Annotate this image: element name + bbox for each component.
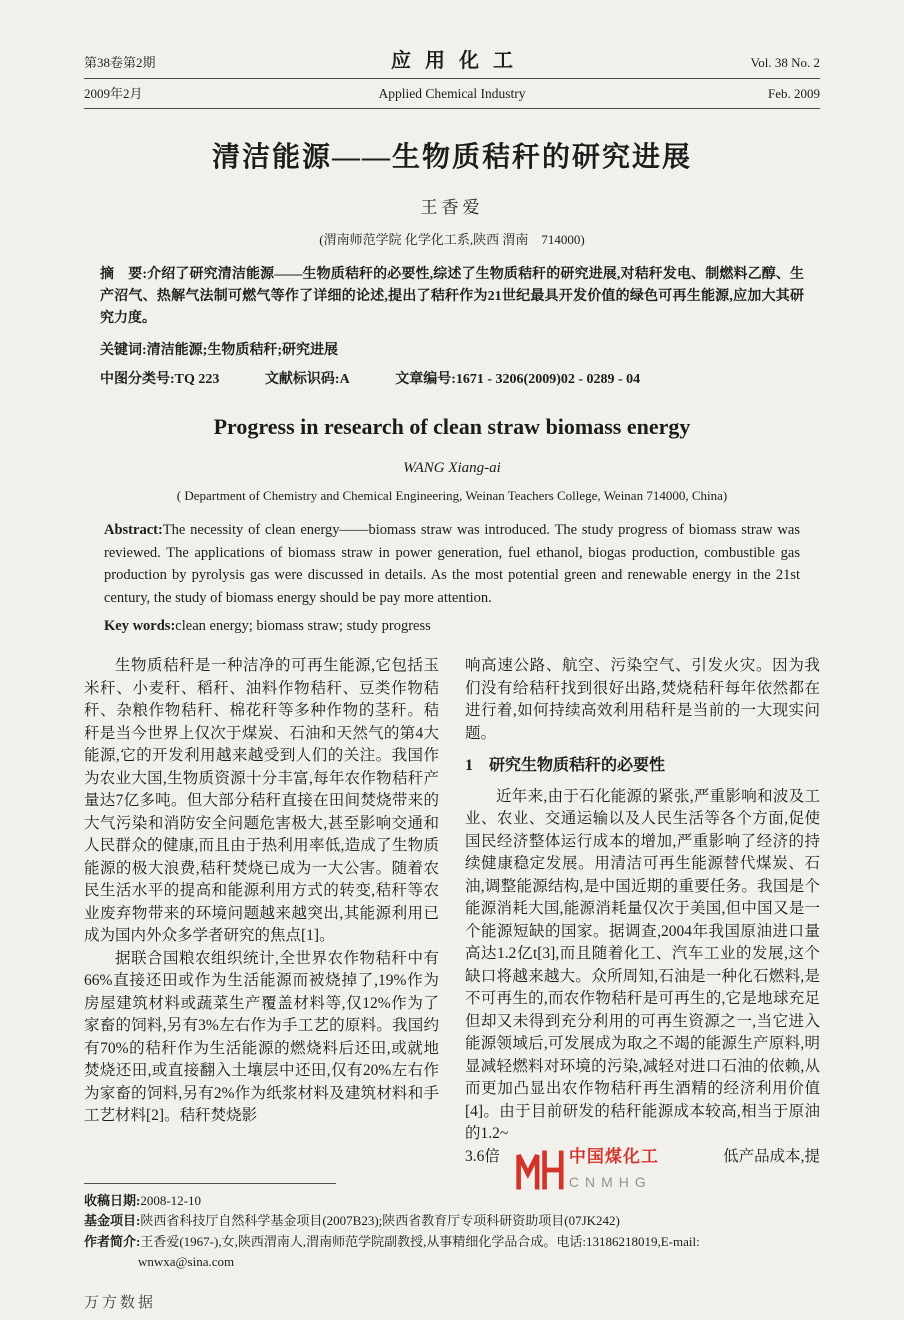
journal-header	[84, 44, 820, 109]
clc-number: 中图分类号:TQ 223	[100, 372, 220, 387]
abstract-en	[84, 519, 820, 609]
affiliation-cn: (渭南师范学院 化学化工系,陕西 渭南 714000)	[319, 232, 585, 247]
document-code: 文献标识码:A	[264, 372, 350, 387]
body-last-line	[465, 1146, 820, 1190]
header-row-1	[84, 44, 820, 79]
body-paragraph: 响高速公路、航空、污染空气、引发火灾。因为我们没有给秸秆找到很好出路,焚烧秸秆每年依然都在进行着,如何持续高效利用秸秆是当前的一大现实问题。	[465, 657, 820, 742]
article-title-en: Progress in research of clean straw biomass energy	[213, 414, 691, 439]
author-name-cn: 王香爱	[420, 198, 484, 217]
cnmhg-logo-icon	[514, 1148, 564, 1192]
abstract-text-en: The necessity of clean energy——biomass straw was introduced. The study progress of biomass straw was reviewed. The applications of biomass straw in power generation, fuel ethanol, biogas production, combustible gas production by pyrolysis gas were discussed in details. As the most potential green and renewable energy in the 21st century, the study of biomass energy should be pay more attention.	[104, 522, 800, 606]
article-body	[84, 655, 820, 1190]
keywords-text-en: clean energy; biomass straw; study progress	[175, 618, 431, 634]
watermark-text	[569, 1146, 659, 1193]
header-row-2	[84, 79, 820, 109]
chinese-meta-block	[84, 264, 820, 388]
journal-title-en: Applied Chemical Industry	[378, 86, 526, 101]
body-paragraph: 近年来,由于石化能源的紧张,严重影响和波及工业、农业、交通运输以及人民生活等各个方面,促使国民经济整体运行成本的增加,严重影响了经济的持续健康稳定发展。用清洁可再生能源替代煤炭、石油,调整能源结构,是中国近期的重要任务。我国是个能源消耗大国,能源消耗量仅次于美国,但中国又是一个能源短缺的国家。据调查,2004年我国原油进口量高达1.2亿t[3],而且随着化工、汽车工业的发展,这个缺口将越来越大。众所周知,石油是一种化石燃料,是不可再生的,而农作物秸秆是可再生的,它是地球充足但却又未得到充分利用的可再生资源之一,当它进入能源领域后,可发展成为取之不竭的能源生产原料,明显减轻燃料对环境的污染,减轻对进口石油的依赖,从而更加凸显出农作物秸秆再生酒精的经济利用价值[4]。由于目前研发的秸秆能源成本较高,相当于原油的1.2~	[465, 787, 820, 1142]
last-line-end: 低产品成本,提	[723, 1147, 820, 1165]
article-title-cn: 清洁能源——生物质秸秆的研究进展	[211, 142, 692, 173]
keywords-label-cn: 关键词:	[100, 343, 147, 358]
volume-issue-cn: 第38卷第2期	[84, 55, 156, 70]
watermark-brand-en: CNMHG	[568, 1173, 652, 1190]
keywords-label-en: Key words:	[104, 618, 176, 634]
affiliation-en: ( Department of Chemistry and Chemical Engineering, Weinan Teachers College, Weinan 714000, China)	[176, 488, 728, 503]
journal-title-cn: 应用化工	[391, 50, 527, 72]
section-1-heading: 1 研究生物质秸秆的必要性	[465, 757, 666, 774]
footnote-block	[84, 1191, 820, 1273]
watermark-anchor	[500, 1146, 723, 1190]
cnmhg-watermark	[514, 1141, 694, 1199]
classification-line	[100, 368, 804, 388]
last-line-start: 3.6倍	[465, 1147, 500, 1165]
left-column	[84, 655, 439, 1169]
body-paragraph: 生物质秸秆是一种洁净的可再生能源,它包括玉米秆、小麦秆、稻秆、油料作物秸秆、豆类作物秸秆、杂粮作物秸秆、棉花秆等多种作物的茎秆。秸秆是当今世界上仅次于煤炭、石油和天然气的第4大能源,它的开发利用越来越受到人们的关注。我国作为农业大国,生物质资源十分丰富,每年农作物秸秆产量达7亿多吨。但大部分秸秆直接在田间焚烧带来的大气污染和消防安全问题危害极大,甚至影响交通和人民群众的健康,而且由于热利用率低,造成了生物质能源的极大浪费,秸秆焚烧已成为一大公害。随着农民生活水平的提高和能源利用方式的转变,秸秆等农业废弃物带来的环境问题越来越突出,其能源利用已成为国内外众多学者研究的焦点[1]。	[84, 657, 439, 944]
abstract-label-cn: 摘 要:	[100, 267, 148, 282]
keywords-en	[84, 618, 820, 635]
abstract-label-en: Abstract:	[104, 522, 163, 538]
issue-date-en: Feb. 2009	[768, 86, 820, 101]
received-date-line: 收稿日期:2008-12-10	[84, 1192, 202, 1208]
keywords-text-cn: 清洁能源;生物质秸秆;研究进展	[146, 343, 338, 358]
abstract-text-cn: 介绍了研究清洁能源——生物质秸秆的必要性,综述了生物质秸秆的研究进展,对秸秆发电、制燃料乙醇、生产沼气、热解气法制可燃气等作了详细的论述,提出了秸秆作为21世纪最具开发价值的绿色可再生能源,应加大其研究力度。	[100, 267, 804, 326]
article-id: 文章编号:1671 - 3206(2009)02 - 0289 - 04	[395, 372, 641, 387]
author-name-en: WANG Xiang-ai	[403, 460, 501, 476]
footnote-divider	[84, 1183, 336, 1184]
author-bio-line: 作者简介:王香爱(1967-),女,陕西渭南人,渭南师范学院副教授,从事精细化学品合成。电话:13186218019,E-mail:	[84, 1233, 700, 1249]
watermark-brand-cn: 中国煤化工	[568, 1147, 659, 1166]
issue-date-cn: 2009年2月	[84, 86, 143, 101]
wanfang-data-mark: 万方数据	[84, 1294, 157, 1311]
abstract-cn	[100, 264, 804, 330]
author-email: wnwxa@sina.com	[138, 1254, 235, 1269]
keywords-cn	[100, 339, 804, 359]
body-paragraph: 据联合国粮农组织统计,全世界农作物秸秆中有66%直接还田或作为生活能源而被烧掉了,19%作为房屋建筑材料或蔬菜生产覆盖材料等,仅12%作为了家畜的饲料,另有3%左右作为手工艺的原料。我国约有70%的秸秆作为生活能源的燃烧料后还田,或就地焚烧还田,或直接翻入土壤层中还田,仅有20%左右作为家畜的饲料,另有2%作为纸浆材料及建筑材料和手工艺材料[2]。秸秆焚烧影	[84, 949, 439, 1124]
right-column	[465, 655, 820, 1190]
fund-project-line: 基金项目:陕西省科技厅自然科学基金项目(2007B23);陕西省教育厅专项科研资助项目(07JK242)	[84, 1213, 620, 1228]
volume-issue-en: Vol. 38 No. 2	[750, 55, 820, 70]
